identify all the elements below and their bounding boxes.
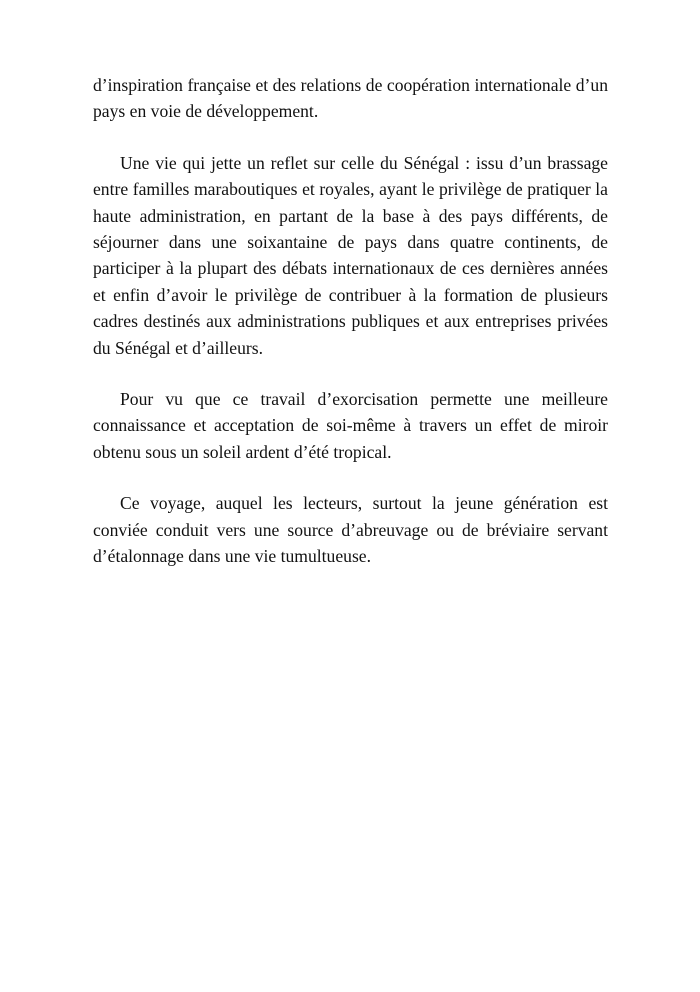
paragraph-continuation: d’inspiration française et des relations de coopération internationale d’un pays en voie de développement. [93,75,608,122]
paragraph-senegal-life: Une vie qui jette un reflet sur celle du Sénégal : issu d’un brassage entre familles maraboutiques et royales, ayant le privilège de pratiquer la haute administration, en partant de la base à des pays différents, de séjourner dans une soixantaine de pays dans quatre continents, de participer à la plupart des débats internationaux de ces dernières années et enfin d’avoir le privilège de contribuer à la formation de plusieurs cadres destinés aux administrations publiques et aux entreprises privées du Sénégal et d’ailleurs. [93,152,608,358]
paragraph-exorcism: Pour vu que ce travail d’exorcisation permette une meilleure connaissance et acceptation de soi-même à travers un effet de miroir obtenu sous un soleil ardent d’été tropical. [93,389,608,462]
paragraph-voyage: Ce voyage, auquel les lecteurs, surtout la jeune génération est conviée conduit vers une source d’abreuvage ou de bréviaire servant d’étalonnage dans une vie tumultueuse. [93,493,608,567]
body-text [93,72,608,595]
